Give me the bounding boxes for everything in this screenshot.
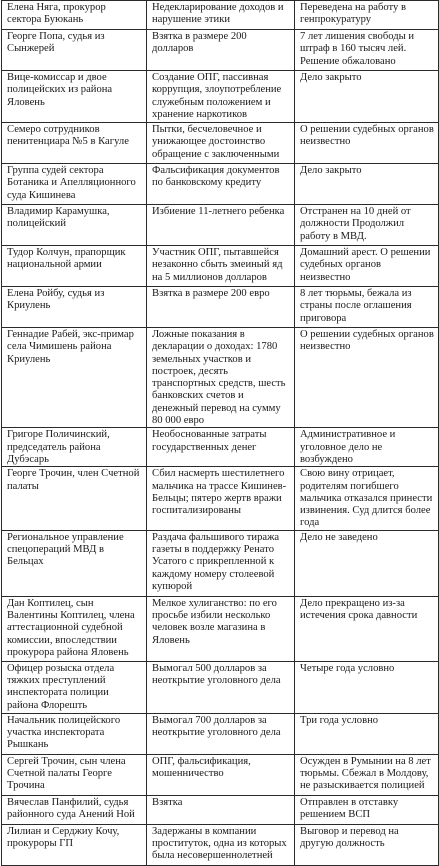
person-cell: Офицер розыска отдела тяжких преступлений инспектората полиции района Флорешть bbox=[2, 661, 147, 713]
table-row bbox=[2, 123, 439, 164]
table-row bbox=[2, 754, 439, 795]
violation-cell: Ложные показания в декларации о доходах: 1780 земельных участков и построек, десять транспортных средств, шесть банковских счетов и денежный перевод на сумму 80 000 евро bbox=[147, 328, 295, 428]
result-cell: Дело не заведено bbox=[295, 530, 439, 596]
result-cell: Выговор и перевод на другую должность bbox=[295, 824, 439, 865]
table-row bbox=[2, 246, 439, 287]
person-cell: Вячеслав Панфилий, судья районного суда Анений Ной bbox=[2, 795, 147, 824]
violation-cell: Взятка bbox=[147, 795, 295, 824]
violation-cell: Задержаны в компании проституток, одна из которых была несовершеннолетней bbox=[147, 824, 295, 865]
result-cell: Административное и уголовное дело не возбуждено bbox=[295, 428, 439, 467]
result-cell: Три года условно bbox=[295, 713, 439, 754]
cases-table bbox=[1, 0, 439, 866]
violation-cell: Вымогал 700 долларов за неоткрытие уголовного дела bbox=[147, 713, 295, 754]
result-cell: О решении судебных органов неизвестно bbox=[295, 123, 439, 164]
violation-cell: Избиение 11-летнего ребенка bbox=[147, 205, 295, 246]
violation-cell: Создание ОПГ, пассивная коррупция, злоупотребление служебным положением и хранение наркотиков bbox=[147, 71, 295, 123]
table-row bbox=[2, 661, 439, 713]
violation-cell: Недекларирование доходов и нарушение этики bbox=[147, 1, 295, 30]
table-row bbox=[2, 467, 439, 530]
person-cell: Сергей Трочин, сын члена Счетной палаты Георге Трочина bbox=[2, 754, 147, 795]
table-row bbox=[2, 1, 439, 30]
result-cell: Домашний арест. О решении судебных органов неизвестно bbox=[295, 246, 439, 287]
result-cell: Отстранен на 10 дней от должности Продолжил работу в МВД. bbox=[295, 205, 439, 246]
violation-cell: ОПГ, фальсификация, мошенничество bbox=[147, 754, 295, 795]
result-cell: 7 лет лишения свободы и штраф в 160 тысяч лей. Решение обжаловано bbox=[295, 30, 439, 71]
violation-cell: Необоснованные затраты государственных денег bbox=[147, 428, 295, 467]
violation-cell: Мелкое хулиганство: по его просьбе избили несколько человек возле магазина в Яловень bbox=[147, 596, 295, 661]
table-row bbox=[2, 287, 439, 328]
table-row bbox=[2, 328, 439, 428]
table-row bbox=[2, 30, 439, 71]
table-row bbox=[2, 596, 439, 661]
violation-cell: Участник ОПГ, пытавшейся незаконно сбыть змеиный яд на 5 миллионов долларов bbox=[147, 246, 295, 287]
table-row bbox=[2, 824, 439, 865]
result-cell: Дело закрыто bbox=[295, 164, 439, 205]
person-cell: Начальник полицейского участка инспектората Рышкань bbox=[2, 713, 147, 754]
result-cell: Переведена на работу в генпрокуратуру bbox=[295, 1, 439, 30]
person-cell: Владимир Карамушка, полицейский bbox=[2, 205, 147, 246]
result-cell: Дело прекращено из-за истечения срока давности bbox=[295, 596, 439, 661]
result-cell: Осужден в Румынии на 8 лет тюрьмы. Сбежал в Молдову, не разыскивается полицией bbox=[295, 754, 439, 795]
result-cell: Свою вину отрицает, родителям погибшего мальчика отказался принести извинения. Суд длится более года bbox=[295, 467, 439, 530]
result-cell: Отправлен в отставку решением ВСП bbox=[295, 795, 439, 824]
cases-table-body bbox=[2, 1, 439, 866]
person-cell: Лилиан и Серджиу Кочу, прокуроры ГП bbox=[2, 824, 147, 865]
table-row bbox=[2, 205, 439, 246]
violation-cell: Вымогал 500 долларов за неоткрытие уголовного дела bbox=[147, 661, 295, 713]
violation-cell: Фальсификация документов по банковскому кредиту bbox=[147, 164, 295, 205]
person-cell: Дан Коптилец, сын Валентины Коптилец, члена аттестационной судебной комиссии, впоследствии прокурора района Яловень bbox=[2, 596, 147, 661]
person-cell: Елена Ройбу, судья из Криулень bbox=[2, 287, 147, 328]
violation-cell: Сбил насмерть шестилетнего мальчика на трассе Кишинев-Бельцы; пятеро жертв вражи госпитализированы bbox=[147, 467, 295, 530]
table-row bbox=[2, 164, 439, 205]
person-cell: Елена Нягa, прокурор сектора Буюкань bbox=[2, 1, 147, 30]
person-cell: Группа судей сектора Ботаника и Апелляционного суда Кишинева bbox=[2, 164, 147, 205]
violation-cell: Взятка в размере 200 долларов bbox=[147, 30, 295, 71]
person-cell: Георге Попа, судья из Сынжерей bbox=[2, 30, 147, 71]
person-cell: Региональное управление спецопераций МВД в Бельцах bbox=[2, 530, 147, 596]
person-cell: Тудор Колчун, прапорщик национальной армии bbox=[2, 246, 147, 287]
result-cell: О решении судебных органов неизвестно bbox=[295, 328, 439, 428]
violation-cell: Раздача фальшивого тиража газеты в поддержку Ренато Усатого с прикрепленной к каждому номеру столеевой купюрой bbox=[147, 530, 295, 596]
violation-cell: Взятка в размере 200 евро bbox=[147, 287, 295, 328]
person-cell: Семеро сотрудников пенитенциара №5 в Кагуле bbox=[2, 123, 147, 164]
table-row bbox=[2, 428, 439, 467]
table-row bbox=[2, 71, 439, 123]
result-cell: 8 лет тюрьмы, бежала из страны после оглашения приговора bbox=[295, 287, 439, 328]
person-cell: Георге Трочин, член Счетной палаты bbox=[2, 467, 147, 530]
person-cell: Григоре Поличинский, председатель района Дубэсарь bbox=[2, 428, 147, 467]
result-cell: Дело закрыто bbox=[295, 71, 439, 123]
violation-cell: Пытки, бесчеловечное и унижающее достоинство обращение с заключенными bbox=[147, 123, 295, 164]
table-row bbox=[2, 530, 439, 596]
person-cell: Вице-комиссар и двое полицейских из района Яловень bbox=[2, 71, 147, 123]
result-cell: Четыре года условно bbox=[295, 661, 439, 713]
table-row bbox=[2, 713, 439, 754]
person-cell: Геннадие Рабей, экс-примар села Чимишень района Криулень bbox=[2, 328, 147, 428]
